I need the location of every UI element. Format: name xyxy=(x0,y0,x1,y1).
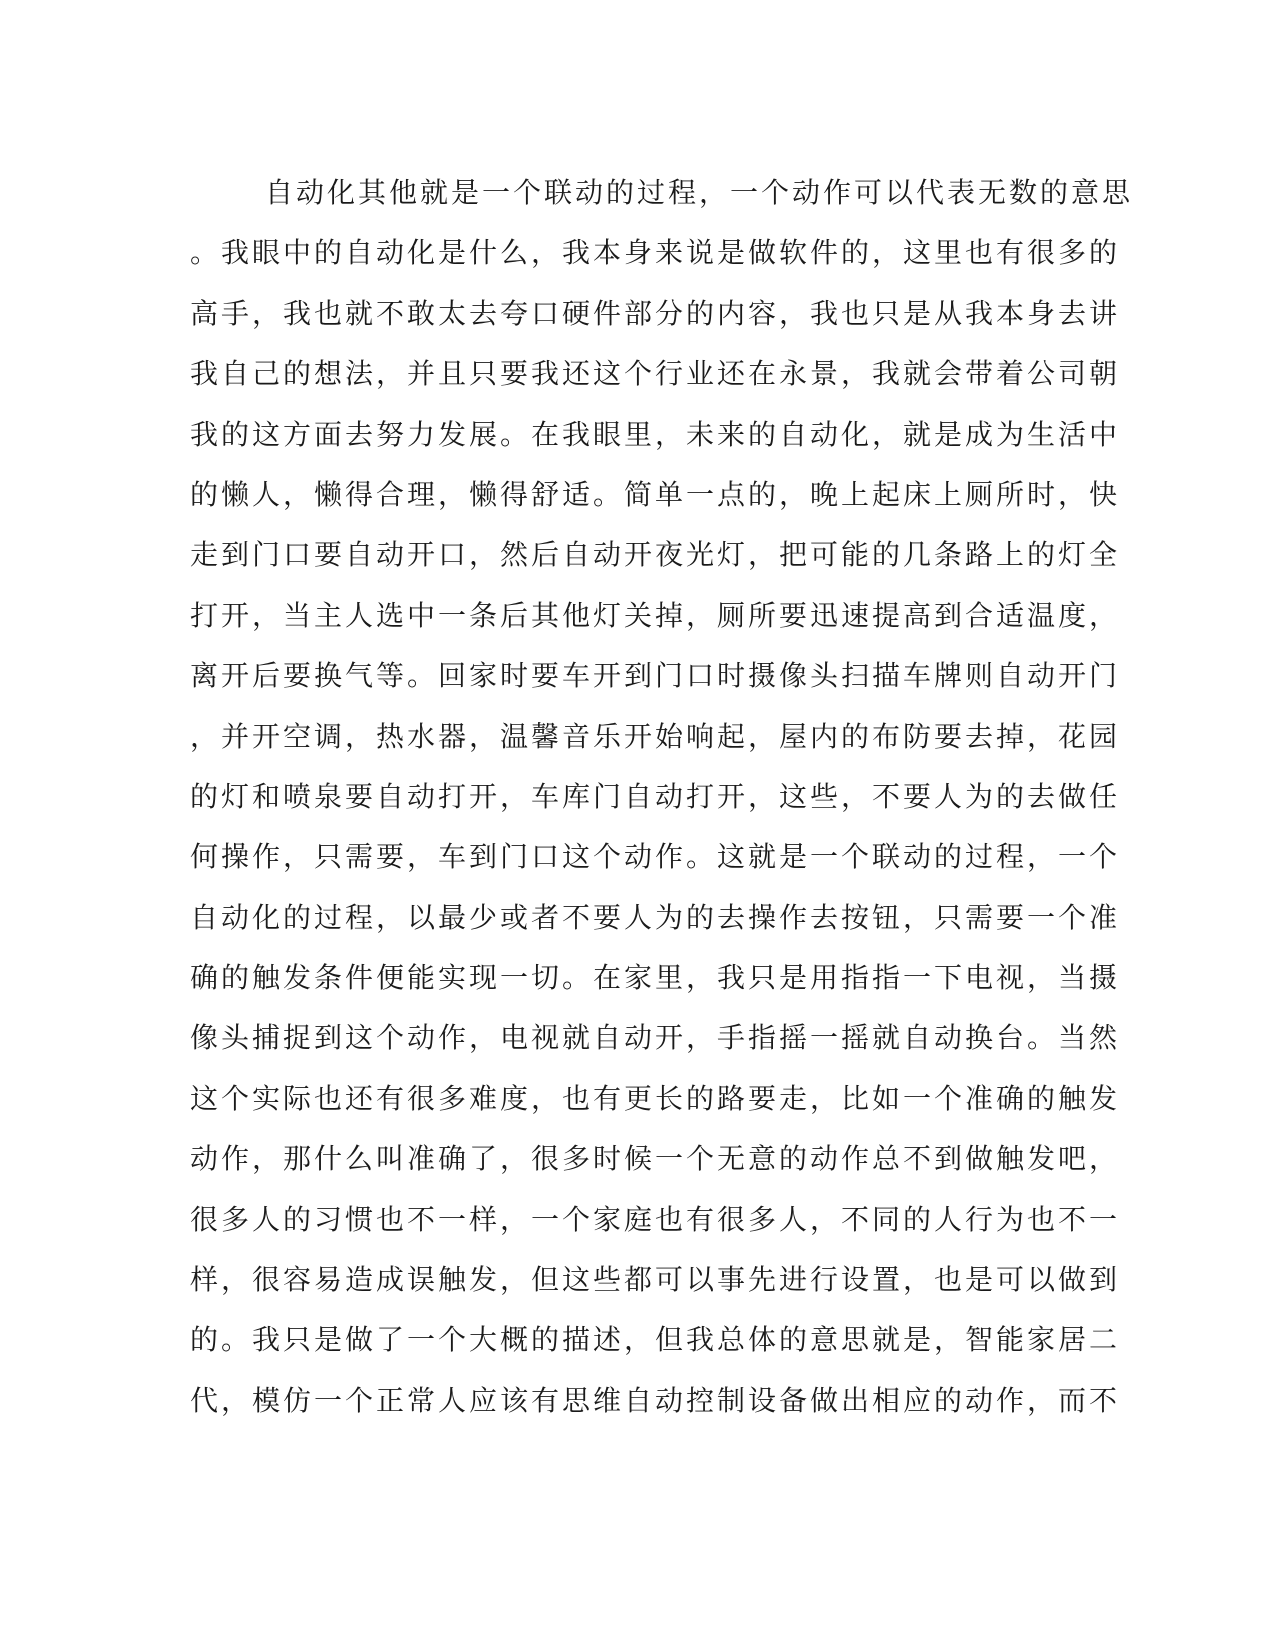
paragraph-line: 的灯和喷泉要自动打开，车库门自动打开，这些，不要人为的去做任 xyxy=(190,779,1121,813)
paragraph-line: 确的触发条件便能实现一切。在家里，我只是用指指一下电视，当摄 xyxy=(190,961,1121,995)
paragraph-line: 代，模仿一个正常人应该有思维自动控制设备做出相应的动作，而不 xyxy=(190,1383,1121,1417)
body-paragraph xyxy=(190,163,1134,1431)
paragraph-line: 打开，当主人选中一条后其他灯关掉，厕所要迅速提高到合适温度， xyxy=(190,598,1121,632)
paragraph-line: 高手，我也就不敢太去夸口硬件部分的内容，我也只是从我本身去讲 xyxy=(190,296,1121,330)
paragraph-line: ，并开空调，热水器，温馨音乐开始响起，屋内的布防要去掉，花园 xyxy=(190,719,1121,753)
paragraph-line: 离开后要换气等。回家时要车开到门口时摄像头扫描车牌则自动开门 xyxy=(190,659,1121,693)
paragraph-line: 动作，那什么叫准确了，很多时候一个无意的动作总不到做触发吧， xyxy=(190,1142,1121,1176)
paragraph-line: 走到门口要自动开口，然后自动开夜光灯，把可能的几条路上的灯全 xyxy=(190,538,1121,572)
paragraph-line: 自动化其他就是一个联动的过程，一个动作可以代表无数的意思 xyxy=(265,176,1134,209)
paragraph-line: 的。我只是做了一个大概的描述，但我总体的意思就是，智能家居二 xyxy=(190,1323,1121,1357)
paragraph-line: 我的这方面去努力发展。在我眼里，未来的自动化，就是成为生活中 xyxy=(190,417,1121,451)
paragraph-line: 像头捕捉到这个动作，电视就自动开，手指摇一摇就自动换台。当然 xyxy=(190,1021,1121,1055)
paragraph-line: 样，很容易造成误触发，但这些都可以事先进行设置，也是可以做到 xyxy=(190,1263,1121,1297)
paragraph-line: 自动化的过程，以最少或者不要人为的去操作去按钮，只需要一个准 xyxy=(190,900,1121,934)
paragraph-line: 很多人的习惯也不一样，一个家庭也有很多人，不同的人行为也不一 xyxy=(190,1202,1121,1236)
paragraph-line: 何操作，只需要，车到门口这个动作。这就是一个联动的过程，一个 xyxy=(190,840,1121,874)
paragraph-line: 这个实际也还有很多难度，也有更长的路要走，比如一个准确的触发 xyxy=(190,1081,1121,1115)
paragraph-line: 的懒人，懒得合理，懒得舒适。简单一点的，晚上起床上厕所时，快 xyxy=(190,477,1121,511)
paragraph-line: 。我眼中的自动化是什么，我本身来说是做软件的，这里也有很多的 xyxy=(190,236,1121,270)
paragraph-line: 我自己的想法，并且只要我还这个行业还在永景，我就会带着公司朝 xyxy=(190,357,1121,391)
